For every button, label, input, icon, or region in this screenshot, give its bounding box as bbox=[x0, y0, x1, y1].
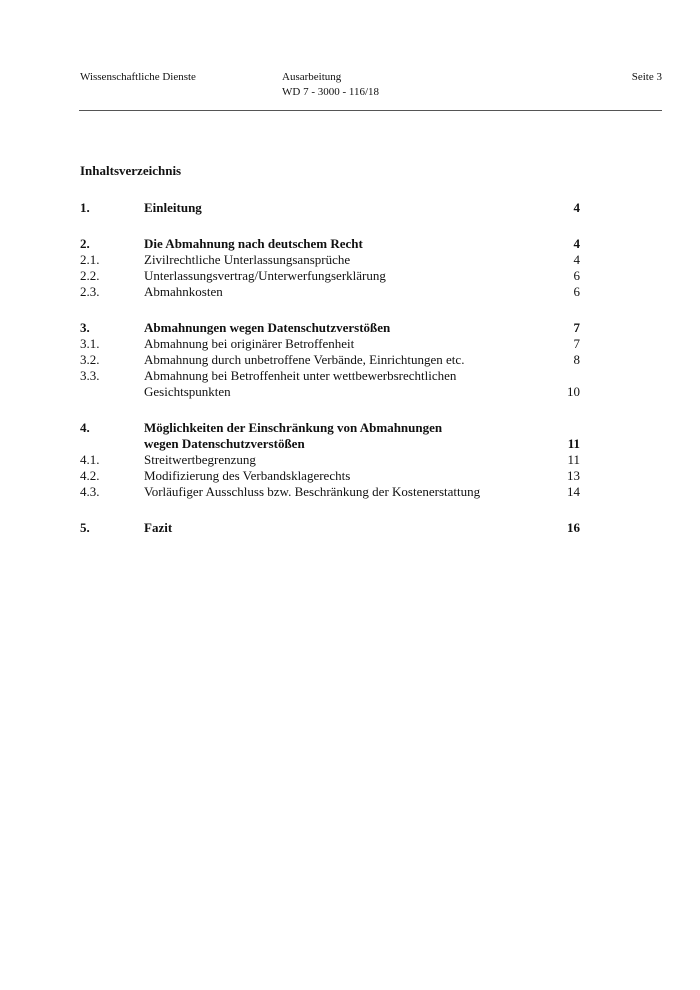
toc-entry-4[interactable] bbox=[80, 420, 580, 452]
toc-entry-number: 3.2. bbox=[80, 352, 100, 367]
toc-entry-number: 2. bbox=[80, 236, 90, 251]
toc-entry-title bbox=[144, 252, 550, 268]
toc-entry-title bbox=[144, 336, 550, 352]
header-institution: Wissenschaftliche Dienste bbox=[80, 71, 196, 83]
toc-entry-2-1[interactable] bbox=[80, 252, 580, 268]
toc-entry-number: 4.1. bbox=[80, 452, 100, 467]
toc-entry-title-line: Unterlassungsvertrag/Unterwerfungserklärung bbox=[144, 268, 386, 283]
toc-entry-1[interactable] bbox=[80, 200, 580, 216]
toc-entry-title-line: Die Abmahnung nach deutschem Recht bbox=[144, 236, 363, 251]
table-of-contents bbox=[80, 200, 580, 536]
header-divider bbox=[79, 110, 662, 111]
toc-entry-3-2[interactable] bbox=[80, 352, 580, 368]
toc-entry-number: 3.1. bbox=[80, 336, 100, 351]
toc-entry-4-3[interactable] bbox=[80, 484, 580, 500]
toc-entry-page: 6 bbox=[573, 284, 580, 299]
toc-entry-2-2[interactable] bbox=[80, 268, 580, 284]
toc-entry-title-line: Gesichtspunkten bbox=[144, 384, 231, 399]
toc-entry-page: 7 bbox=[573, 336, 580, 351]
toc-entry-3-1[interactable] bbox=[80, 336, 580, 352]
toc-entry-title bbox=[144, 236, 550, 252]
toc-entry-number: 4.2. bbox=[80, 468, 100, 483]
toc-entry-page: 13 bbox=[567, 468, 580, 483]
toc-entry-title-line: Abmahnung durch unbetroffene Verbände, Einrichtungen etc. bbox=[144, 352, 465, 367]
toc-entry-title-line: Abmahnungen wegen Datenschutzverstößen bbox=[144, 320, 391, 335]
toc-entry-number: 4. bbox=[80, 420, 90, 435]
toc-entry-number: 1. bbox=[80, 200, 90, 215]
toc-entry-title-line: Abmahnung bei Betroffenheit unter wettbewerbsrechtlichen bbox=[144, 368, 457, 383]
toc-entry-page: 6 bbox=[573, 268, 580, 283]
toc-title: Inhaltsverzeichnis bbox=[80, 163, 182, 178]
toc-entry-2[interactable] bbox=[80, 236, 580, 252]
toc-entry-title bbox=[144, 284, 550, 300]
toc-entry-title bbox=[144, 320, 550, 336]
toc-entry-4-2[interactable] bbox=[80, 468, 580, 484]
toc-entry-number: 2.3. bbox=[80, 284, 100, 299]
toc-entry-2-3[interactable] bbox=[80, 284, 580, 300]
toc-entry-title bbox=[144, 452, 550, 468]
toc-entry-number: 2.2. bbox=[80, 268, 100, 283]
toc-entry-title-line: Einleitung bbox=[144, 200, 202, 215]
toc-entry-page: 4 bbox=[573, 200, 580, 215]
toc-entry-title-line: wegen Datenschutzverstößen bbox=[144, 436, 305, 451]
toc-entry-title bbox=[144, 368, 550, 400]
toc-entry-title bbox=[144, 468, 550, 484]
toc-entry-page: 4 bbox=[573, 236, 580, 251]
header-doc-number: WD 7 - 3000 - 116/18 bbox=[282, 86, 380, 98]
toc-entry-page: 7 bbox=[573, 320, 580, 335]
toc-entry-title-line: Abmahnkosten bbox=[144, 284, 223, 299]
header-doc-type: Ausarbeitung bbox=[282, 71, 342, 83]
page-header bbox=[80, 70, 662, 110]
toc-entry-page: 11 bbox=[567, 452, 580, 467]
toc-entry-page: 10 bbox=[567, 384, 580, 399]
toc-entry-title bbox=[144, 484, 550, 500]
toc-entry-title-line: Modifizierung des Verbandsklagerechts bbox=[144, 468, 351, 483]
toc-entry-number: 3.3. bbox=[80, 368, 100, 383]
toc-entry-3[interactable] bbox=[80, 320, 580, 336]
toc-entry-title-line: Zivilrechtliche Unterlassungsansprüche bbox=[144, 252, 351, 267]
toc-entry-title-line: Abmahnung bei originärer Betroffenheit bbox=[144, 336, 355, 351]
toc-entry-title bbox=[144, 420, 550, 452]
toc-entry-page: 8 bbox=[573, 352, 580, 367]
toc-entry-title bbox=[144, 352, 550, 368]
toc-entry-title-line: Streitwertbegrenzung bbox=[144, 452, 256, 467]
toc-entry-number: 4.3. bbox=[80, 484, 100, 499]
toc-entry-number: 5. bbox=[80, 520, 90, 535]
toc-entry-page: 11 bbox=[567, 436, 580, 451]
toc-entry-title bbox=[144, 520, 550, 536]
toc-entry-5[interactable] bbox=[80, 520, 580, 536]
toc-entry-title bbox=[144, 268, 550, 284]
toc-entry-title-line: Vorläufiger Ausschluss bzw. Beschränkung der Kostenerstattung bbox=[144, 484, 481, 499]
toc-entry-number: 2.1. bbox=[80, 252, 100, 267]
toc-entry-title bbox=[144, 200, 550, 216]
toc-entry-number: 3. bbox=[80, 320, 90, 335]
toc-entry-title-line: Möglichkeiten der Einschränkung von Abmahnungen bbox=[144, 420, 443, 435]
toc-entry-page: 4 bbox=[573, 252, 580, 267]
toc-entry-3-3[interactable] bbox=[80, 368, 580, 400]
toc-entry-4-1[interactable] bbox=[80, 452, 580, 468]
toc-entry-title-line: Fazit bbox=[144, 520, 173, 535]
toc-entry-page: 14 bbox=[567, 484, 580, 499]
header-page-label: Seite 3 bbox=[631, 71, 662, 83]
toc-entry-page: 16 bbox=[567, 520, 580, 535]
header-document-info bbox=[282, 70, 379, 100]
